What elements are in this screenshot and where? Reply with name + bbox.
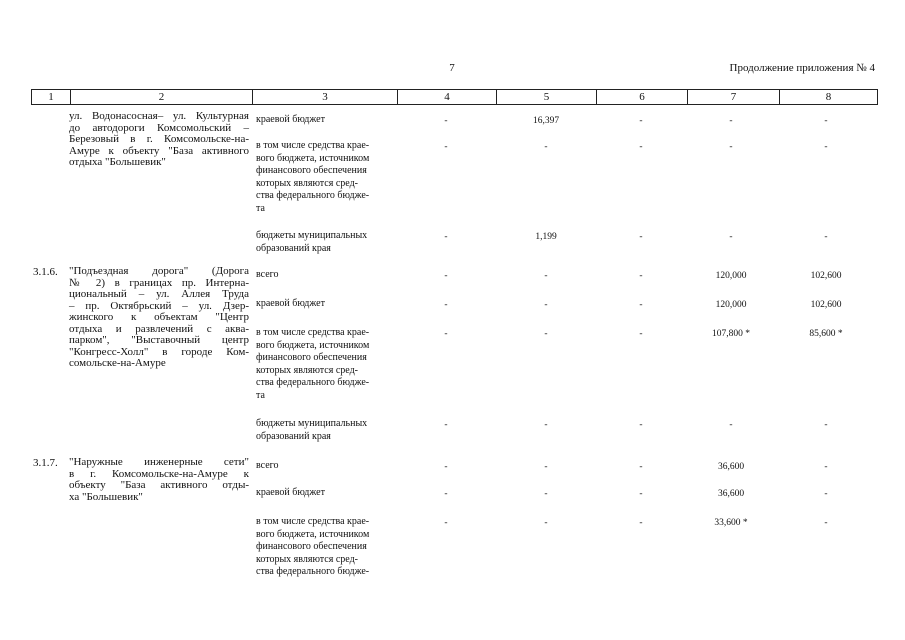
funding-source-line: всего xyxy=(256,460,279,471)
funding-source-line: та xyxy=(256,389,265,401)
value-cell-col-5: 16,397 xyxy=(532,116,560,126)
value-cell-col-8: - xyxy=(824,116,828,126)
value-cell-col-8: 85,600 * xyxy=(809,329,843,339)
value-cell-col-4: - xyxy=(444,271,448,281)
value-cell-col-5: - xyxy=(544,462,548,472)
value-cell-col-6: - xyxy=(639,300,643,310)
value-cell-col-5: - xyxy=(544,271,548,281)
item-name-line: – пр. Октябрьский – ул. Дзер- xyxy=(69,299,249,312)
funding-source-line: вого бюджета, источником xyxy=(256,152,370,164)
value-cell-col-7: 120,000 xyxy=(715,300,747,310)
item-name-line: ул. Водонасосная– ул. Культурная xyxy=(69,110,249,122)
funding-source-line: ства федерального бюдже- xyxy=(256,566,370,577)
header-col-7: 7 xyxy=(687,90,779,104)
value-cell-col-6: - xyxy=(639,518,643,528)
value-cell-col-7: 107,800 * xyxy=(712,329,750,339)
funding-source-line: краевой бюджет xyxy=(256,298,325,309)
funding-source-line: которых являются сред- xyxy=(256,177,358,189)
value-cell-col-5: - xyxy=(544,329,548,339)
page-number: 7 xyxy=(449,62,455,74)
header-col-5: 5 xyxy=(496,90,596,104)
item-name-line: парком", "Выставочный центр xyxy=(69,334,249,346)
header-col-1: 1 xyxy=(48,91,54,103)
value-cell-col-4: - xyxy=(444,116,448,126)
header-col-3: 3 xyxy=(252,90,397,104)
value-cell-col-8: 102,600 xyxy=(810,271,842,281)
value-cell-col-8: - xyxy=(824,420,828,430)
value-cell-col-4: - xyxy=(444,462,448,472)
funding-source-line: финансового обеспечения xyxy=(256,541,367,552)
value-cell-col-5: - xyxy=(544,142,548,152)
continuation-label: Продолжение приложения № 4 xyxy=(729,62,875,74)
value-cell-col-6: - xyxy=(639,232,643,242)
header-col-6: 6 xyxy=(596,90,687,104)
value-cell-col-7: 36,600 xyxy=(717,489,745,499)
funding-source-line: в том числе средства крае- xyxy=(256,140,370,151)
funding-source-line: всего xyxy=(256,269,279,280)
value-cell-col-8: - xyxy=(824,232,828,242)
value-cell-col-4: - xyxy=(444,300,448,310)
value-cell-col-6: - xyxy=(639,420,643,430)
value-cell-col-7: - xyxy=(729,116,733,126)
value-cell-col-8: - xyxy=(824,142,828,152)
value-cell-col-4: - xyxy=(444,489,448,499)
value-cell-col-6: - xyxy=(639,462,643,472)
funding-source-line: которых являются сред- xyxy=(256,553,358,565)
item-name-line: в г. Комсомольске-на-Амуре к xyxy=(69,467,249,480)
value-cell-col-7: - xyxy=(729,420,733,430)
funding-source-line: ства федерального бюдже- xyxy=(256,377,370,388)
value-cell-col-6: - xyxy=(639,271,643,281)
value-cell-col-8: - xyxy=(824,462,828,472)
funding-source-line: ства федерального бюдже- xyxy=(256,190,370,201)
item-name-line: до автодороги Комсомольский – xyxy=(69,121,249,134)
header-col-8: 8 xyxy=(779,90,877,104)
value-cell-col-6: - xyxy=(639,329,643,339)
funding-source-line: которых являются сред- xyxy=(256,364,358,376)
value-cell-col-5: - xyxy=(544,489,548,499)
funding-source-line: краевой бюджет xyxy=(256,487,325,498)
value-cell-col-6: - xyxy=(639,116,643,126)
value-cell-col-6: - xyxy=(639,142,643,152)
item-name-line: Амуре к объекту "База активного xyxy=(69,144,249,157)
item-name-line: "Конгресс-Холл" в городе Ком- xyxy=(69,345,249,358)
funding-source-line: в том числе средства крае- xyxy=(256,327,370,338)
header-col-2: 2 xyxy=(70,90,252,104)
funding-source-line: финансового обеспечения xyxy=(256,165,367,176)
item-name-line: "Наружные инженерные сети" xyxy=(69,456,249,468)
funding-source-line: вого бюджета, источником xyxy=(256,339,370,351)
funding-source-line: бюджеты муниципальных xyxy=(256,418,368,429)
item-name-line: сомольске-на-Амуре xyxy=(69,357,166,369)
value-cell-col-5: 1,199 xyxy=(535,232,557,242)
value-cell-col-6: - xyxy=(639,489,643,499)
item-name-line: ха "Большевик" xyxy=(69,490,143,503)
value-cell-col-8: - xyxy=(824,489,828,499)
value-cell-col-7: - xyxy=(729,142,733,152)
funding-source-line: финансового обеспечения xyxy=(256,352,367,363)
value-cell-col-7: - xyxy=(729,232,733,242)
item-name-line: объекту "База активного отды- xyxy=(69,479,249,491)
funding-source-line: краевой бюджет xyxy=(256,114,325,125)
item-name-line: циональный – ул. Аллея Труда xyxy=(69,288,249,300)
value-cell-col-7: 120,000 xyxy=(715,271,747,281)
item-name-line: жинского к объектам "Центр xyxy=(69,311,249,323)
funding-source-line: та xyxy=(256,202,265,214)
value-cell-col-4: - xyxy=(444,329,448,339)
value-cell-col-4: - xyxy=(444,420,448,430)
value-cell-col-5: - xyxy=(544,518,548,528)
funding-source-line: бюджеты муниципальных xyxy=(256,230,368,241)
item-name-line: отдыха "Большевик" xyxy=(69,156,166,168)
value-cell-col-5: - xyxy=(544,300,548,310)
funding-source-line: образований края xyxy=(256,242,331,254)
funding-source-line: вого бюджета, источником xyxy=(256,528,370,540)
header-col-4: 4 xyxy=(397,90,496,104)
value-cell-col-4: - xyxy=(444,142,448,152)
funding-source-line: в том числе средства крае- xyxy=(256,516,370,527)
table-header xyxy=(31,89,878,105)
funding-source-line: образований края xyxy=(256,430,331,442)
item-number: 3.1.6. xyxy=(33,266,58,278)
item-name-line: Березовый в г. Комсомольске-на- xyxy=(69,133,249,145)
value-cell-col-7: 36,600 xyxy=(717,462,745,472)
value-cell-col-8: - xyxy=(824,518,828,528)
item-name-line: отдыха и развлечений с аква- xyxy=(69,322,249,335)
item-number: 3.1.7. xyxy=(33,457,58,469)
value-cell-col-8: 102,600 xyxy=(810,300,842,310)
value-cell-col-7: 33,600 * xyxy=(714,518,748,528)
value-cell-col-4: - xyxy=(444,232,448,242)
item-name-line: "Подъездная дорога" (Дорога xyxy=(69,265,249,277)
item-name-line: № 2) в границах пр. Интерна- xyxy=(69,276,249,289)
value-cell-col-5: - xyxy=(544,420,548,430)
value-cell-col-4: - xyxy=(444,518,448,528)
